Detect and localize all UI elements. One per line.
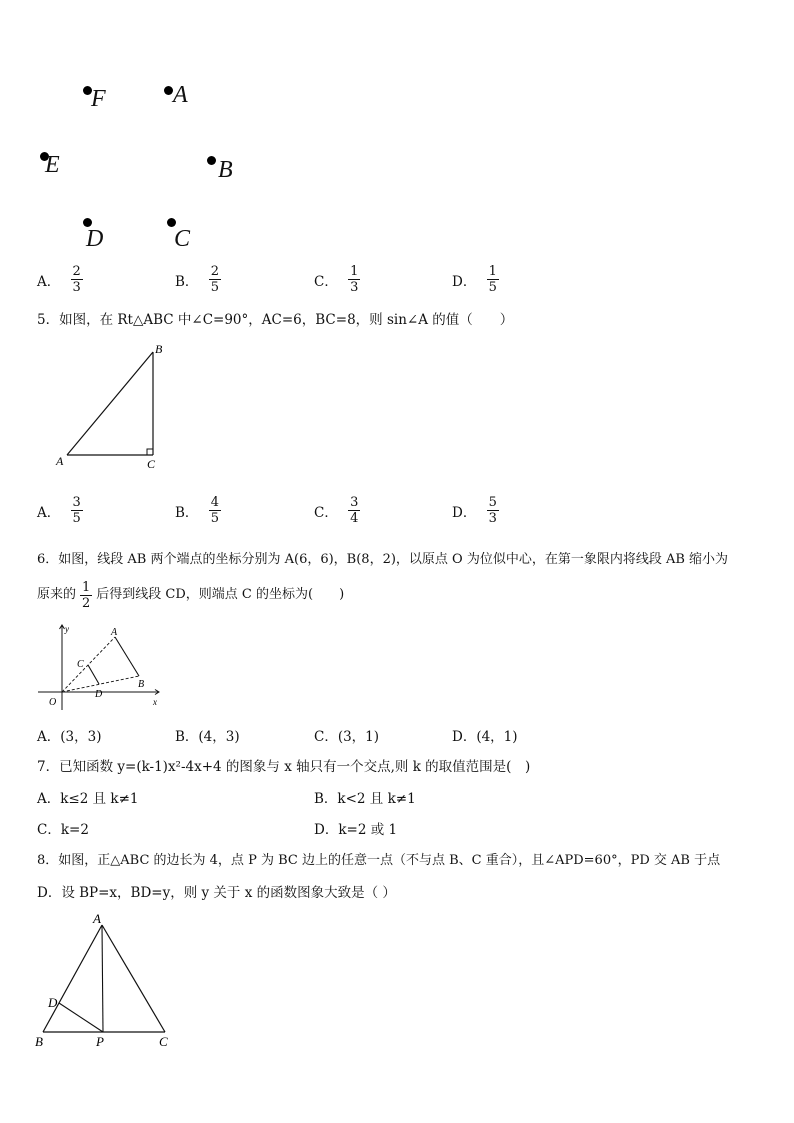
side-ac — [102, 925, 165, 1032]
side-ab — [67, 352, 153, 455]
q4-option-b[interactable] — [175, 264, 221, 295]
option-label: D． — [452, 273, 477, 290]
segment-pd — [59, 1003, 103, 1032]
q8-triangle-figure — [30, 908, 190, 1053]
fraction: $\frac{3}{4}$ — [350, 495, 359, 526]
q5-option-b[interactable] — [175, 495, 221, 526]
side-ab — [43, 925, 102, 1032]
q5-triangle-figure — [50, 340, 180, 475]
option-label: C． — [314, 504, 338, 521]
option-label: A． — [37, 273, 61, 290]
q7-option-c[interactable]: C．k=2 — [37, 822, 89, 838]
axis-y-label: y — [65, 624, 69, 634]
option-label: B． — [175, 504, 199, 521]
vertex-b-label: B — [155, 342, 163, 356]
right-angle-mark — [147, 449, 153, 455]
q4-option-c[interactable] — [314, 264, 360, 295]
q6-stem-line1: 6．如图，线段 AB 两个端点的坐标分别为 A(6，6)，B(8，2)，以原点 O 为位似中心，在第一象限内将线段 AB 缩小为 — [37, 552, 729, 567]
point-b-dot — [207, 156, 216, 165]
point-a-dot — [164, 86, 173, 95]
fraction: $\frac{1}{3}$ — [350, 264, 359, 295]
point-p-label: P — [96, 1034, 104, 1049]
option-label: C． — [314, 273, 338, 290]
point-a-label: A — [111, 627, 118, 638]
q6-coordinate-figure — [34, 620, 169, 712]
fraction: $\frac{5}{3}$ — [488, 495, 497, 526]
q5-option-c[interactable] — [314, 495, 360, 526]
origin-o-label: O — [49, 697, 57, 708]
axis-x-label: x — [153, 697, 157, 707]
q8-stem-line1: 8．如图，正△ABC 的边长为 4，点 P 为 BC 边上的任意一点（不与点 B、C 重合），且∠APD=60°，PD 交 AB 于点 — [37, 853, 721, 868]
q4-option-a[interactable] — [37, 264, 83, 295]
option-label: B． — [175, 273, 199, 290]
q5-stem: 5．如图，在 Rt△ABC 中∠C=90°，AC=6，BC=8，则 sin∠A 的值（ ） — [37, 312, 514, 328]
q7-stem: 7．已知函数 y=(k-1)x²-4x+4 的图象与 x 轴只有一个交点,则 k 的取值范围是( ) — [37, 759, 531, 775]
q6-stem-post: 后得到线段 CD，则端点 C 的坐标为( ) — [96, 587, 345, 602]
vertex-c-label: C — [159, 1034, 168, 1049]
q5-option-d[interactable] — [452, 495, 499, 526]
q8-stem-line2: D．设 BP=x，BD=y，则 y 关于 x 的函数图象大致是（ ） — [37, 885, 396, 901]
q6-option-c[interactable]: C．(3，1) — [314, 729, 380, 745]
fraction: $\frac{3}{5}$ — [72, 495, 81, 526]
segment-ab — [115, 637, 139, 676]
q4-option-d[interactable] — [452, 264, 499, 295]
point-c-label: C — [174, 226, 191, 252]
fraction: $\frac{2}{3}$ — [72, 264, 81, 295]
vertex-c-label: C — [147, 457, 156, 471]
point-f-label: F — [91, 86, 106, 112]
point-c-label: C — [77, 659, 84, 670]
segment-cd — [88, 665, 99, 684]
fraction: $\frac{1}{5}$ — [488, 264, 497, 295]
fraction: $\frac{4}{5}$ — [210, 495, 219, 526]
point-d-label: D — [48, 995, 58, 1010]
q7-option-d[interactable]: D．k=2 或 1 — [314, 822, 398, 838]
q7-option-b[interactable]: B．k<2 且 k≠1 — [314, 791, 416, 807]
fraction: $\frac{2}{5}$ — [210, 264, 219, 295]
q6-option-a[interactable]: A．(3，3) — [37, 729, 102, 745]
point-d-label: D — [86, 226, 104, 252]
point-b-label: B — [138, 679, 145, 690]
point-a-label: A — [173, 82, 188, 108]
q6-stem-pre: 原来的 — [37, 587, 77, 602]
vertex-a-label: A — [93, 911, 101, 926]
q6-option-b[interactable]: B．(4，3) — [175, 729, 240, 745]
vertex-b-label: B — [35, 1034, 43, 1049]
q5-option-a[interactable] — [37, 495, 83, 526]
option-label: D． — [452, 504, 477, 521]
segment-oa-dashed — [62, 637, 115, 692]
q7-option-a[interactable]: A．k≤2 且 k≠1 — [37, 791, 139, 807]
q6-stem-line2 — [37, 578, 344, 612]
option-label: A． — [37, 504, 61, 521]
q6-fraction-half: $\frac{1}{2}$ — [82, 579, 91, 611]
point-e-label: E — [45, 152, 60, 178]
q6-option-d[interactable]: D．(4，1) — [452, 729, 518, 745]
point-b-label: B — [218, 157, 233, 183]
segment-ap — [102, 925, 103, 1032]
point-d-label: D — [95, 689, 103, 700]
vertex-a-label: A — [56, 454, 64, 468]
